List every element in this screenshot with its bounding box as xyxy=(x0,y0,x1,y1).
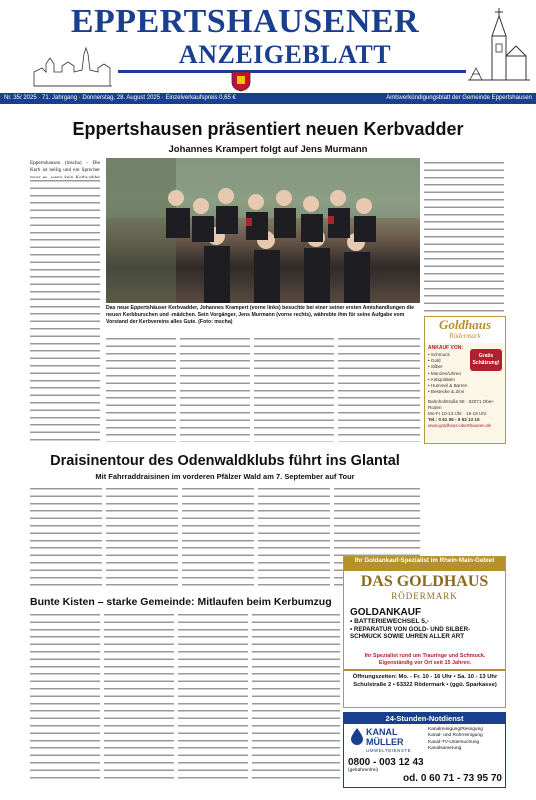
kanal-services xyxy=(428,727,504,753)
goldhaus-small-web: www.goldhaus-oberthausen.de xyxy=(428,423,492,428)
masthead xyxy=(0,0,536,120)
ankauf-item: • Gold xyxy=(428,358,441,364)
ankauf-item: • Silber xyxy=(428,364,443,370)
issue-info: Nr. 35/ 2025 · 71. Jahrgang · Donnerstag, 28. August 2025 · Einzelverkaufspreis 0,65 € xyxy=(4,95,236,101)
kanal-phone-note: (gebührenfrei) xyxy=(348,768,379,773)
second-column-3 xyxy=(182,486,254,586)
goldhaus-big-special: Ihr Spezialist rund um Trauringe und Schmuck. Eigenständig vor Ort seit 15 Jahren. xyxy=(364,653,486,666)
kanal-service-item: Kanalsanierung xyxy=(428,746,462,752)
kanal-mueller-ad xyxy=(343,712,506,788)
goldhaus-small-sub: Rödermark xyxy=(449,332,481,340)
lead-column-6 xyxy=(424,160,504,312)
kanal-service-item: Kanal-TV-Untersuchung xyxy=(428,739,480,745)
lead-photo-caption xyxy=(106,305,420,333)
masthead-title-line1: EPPERTSHAUSENER xyxy=(70,3,420,40)
goldhaus-big-address: Schulstraße 2 • 63322 Rödermark • (ggü. Sparkasse) xyxy=(353,682,497,688)
kanal-brand: KANAL MÜLLER xyxy=(366,727,404,747)
third-column-2 xyxy=(104,612,174,784)
gratis-badge: Gratis Schätzung! xyxy=(470,349,502,371)
second-subhead: Mit Fahrraddraisinen im vorderen Pfälzer Wald am 7. September auf Tour xyxy=(95,472,355,481)
third-column-3 xyxy=(178,612,248,784)
ankauf-item: • Hummel & Barren xyxy=(428,383,468,389)
goldhaus-small-address: Bahnhofstraße 58 · 63071 Ober-Roden xyxy=(428,399,495,410)
third-column-4 xyxy=(252,612,340,784)
goldhaus-small-ad xyxy=(424,316,506,444)
coat-of-arms-icon xyxy=(230,70,252,92)
ankauf-items xyxy=(428,352,468,395)
goldhaus-small-brand: Goldhaus xyxy=(438,317,492,332)
goldhaus-big-brand: DAS GOLDHAUS xyxy=(360,573,489,590)
kanal-phone-1: 0800 - 003 12 43 xyxy=(348,757,424,768)
ankauf-item: • Antiquitäten xyxy=(428,376,455,382)
masthead-rule xyxy=(118,70,466,73)
repair-line: • REPARATUR VON GOLD- UND SILBER-SCHMUCK SOWIE UHREN ALLER ART xyxy=(350,626,471,641)
goldankauf-line: GOLDANKAUF xyxy=(350,607,422,618)
second-column-2 xyxy=(106,486,178,586)
goldhaus-small-hours: Mo-Fr 10-13 Uhr · 15-18 Uhr xyxy=(428,411,487,416)
battery-line: • BATTERIEWECHSEL 5,- xyxy=(350,618,429,625)
second-headline: Draisinentour des Odenwaldklubs führt ins Glantal xyxy=(50,453,400,469)
kanal-service-item: Kanalreinigung/Reinigung xyxy=(428,727,483,732)
issue-info-bar xyxy=(0,93,536,104)
goldhaus-big-top: Ihr Goldankauf-Spezialist im Rhein-Main-Gebiet xyxy=(344,557,505,571)
lead-column-5 xyxy=(338,336,420,442)
drop-logo-icon xyxy=(348,727,366,745)
lead-photo xyxy=(106,158,420,303)
goldhaus-small-contact xyxy=(428,399,504,429)
lead-headline: Eppertshausen präsentiert neuen Kerbvadder xyxy=(72,119,464,139)
goldhaus-big-contact xyxy=(348,673,502,689)
caption-credit: (Foto: mscha) xyxy=(198,318,233,325)
third-headline: Bunte Kisten – starke Gemeinde: Mitlaufen beim Kerbumzug xyxy=(30,596,332,608)
ankauf-item: • Bestecke & Zinn xyxy=(428,389,465,395)
goldhaus-big-sub: RÖDERMARK xyxy=(391,591,458,601)
goldhaus-big-ad xyxy=(343,556,506,708)
ankauf-item: • Schmuck xyxy=(428,352,450,357)
third-column-1 xyxy=(30,612,100,784)
lead-subhead: Johannes Krampert folgt auf Jens Murmann xyxy=(168,144,368,155)
lead-column-1 xyxy=(30,178,100,442)
kanal-service-item: Kanal- und Rohrreinigung xyxy=(428,733,483,739)
ankauf-title: ANKAUF VON: xyxy=(428,345,463,351)
lead-intro: Eppertshausen (mscha) - Die Kerb ist heilig und ein Sprecher xyxy=(30,160,100,174)
lead-column-3 xyxy=(180,336,250,442)
lead-column-2 xyxy=(106,336,176,442)
village-silhouette-icon xyxy=(32,42,114,88)
goldhaus-small-phone: Tel.: 0 61 06 - 9 53 13 15 xyxy=(428,417,480,422)
ankauf-item: • Münzen/Uhren xyxy=(428,370,462,376)
kanal-top: 24-Stunden-Notdienst xyxy=(344,713,505,724)
kanal-phone-2: od. 0 60 71 - 73 95 70 xyxy=(403,773,502,784)
second-column-4 xyxy=(258,486,330,586)
group-photo-image xyxy=(106,158,420,303)
goldhaus-big-hours: Öffnungszeiten: Mo. - Fr. 10 - 16 Uhr • Sa. 10 - 13 Uhr xyxy=(352,674,498,680)
church-drawing-icon xyxy=(468,6,530,90)
masthead-title-line2: ANZEIGEBLATT xyxy=(178,40,392,69)
second-column-1 xyxy=(30,486,102,586)
lead-column-4 xyxy=(254,336,334,442)
official-gazette-label: Amtsverkündigungsblatt der Gemeinde Eppertshausen xyxy=(386,95,532,101)
kanal-sub: UMWELTDIENSTE xyxy=(366,748,412,753)
caption-text: Das neue Eppertshäuser Kerbvadder, Johannes Krampert (vorne links) besuchte bei einer seiner ersten Amtshandlungen die neuen Kerbburschen und -mädchen. Sein Vorgänger, Jens Murmann (vorne rechts), währebte ihm für seine Aufgabe vom Vorstand der Kerbvereins alles Gute. xyxy=(106,305,414,325)
